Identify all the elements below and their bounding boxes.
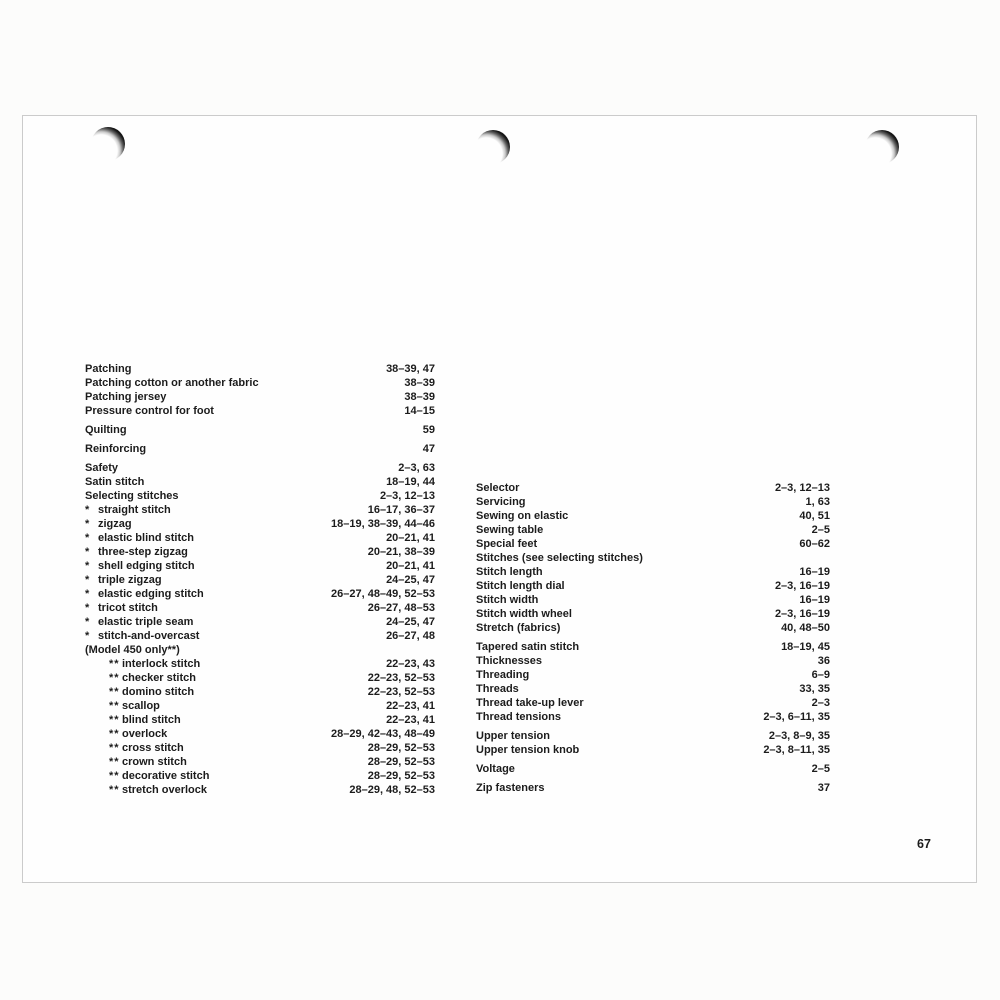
index-entry	[85, 629, 435, 643]
index-entry	[476, 579, 830, 593]
entry-pages: 2–3, 63	[398, 462, 435, 474]
index-entry	[85, 741, 435, 755]
index-entry	[85, 783, 435, 797]
index-entry	[85, 727, 435, 741]
index-entry	[85, 545, 435, 559]
entry-pages: 20–21, 41	[386, 560, 435, 572]
bullet-asterisk: **	[109, 728, 120, 740]
entry-label: Voltage	[476, 763, 515, 775]
index-entry	[85, 587, 435, 601]
bullet-asterisk: **	[109, 658, 120, 670]
entry-label: Upper tension knob	[476, 744, 580, 756]
bullet-asterisk: **	[109, 700, 120, 712]
bullet-asterisk: **	[109, 714, 120, 726]
entry-pages: 26–27, 48–49, 52–53	[331, 588, 435, 600]
entry-label: Thread take-up lever	[476, 697, 584, 709]
entry-pages: 40, 51	[799, 510, 830, 522]
entry-label: decorative stitch	[122, 770, 210, 782]
entry-pages: 26–27, 48–53	[367, 602, 435, 614]
index-entry	[85, 769, 435, 783]
index-entry	[476, 621, 830, 635]
index-entry	[476, 682, 830, 696]
index-entry	[85, 423, 435, 437]
entry-pages: 59	[422, 424, 435, 436]
index-entry	[476, 523, 830, 537]
entry-pages: 26–27, 48	[386, 630, 435, 642]
entry-pages: 2–5	[811, 524, 830, 536]
entry-label: Zip fasteners	[476, 782, 545, 794]
entry-label: Sewing on elastic	[476, 510, 569, 522]
entry-label: overlock	[122, 728, 168, 740]
binder-hole-shadow-icon	[91, 127, 125, 161]
entry-pages: 40, 48–50	[781, 622, 830, 634]
bullet-asterisk: **	[109, 770, 120, 782]
entry-label: Safety	[85, 462, 119, 474]
entry-pages: 14–15	[404, 405, 435, 417]
index-entry	[476, 668, 830, 682]
index-entry	[476, 495, 830, 509]
entry-label: zigzag	[98, 518, 132, 530]
entry-pages: 36	[817, 655, 830, 667]
entry-label: elastic blind stitch	[98, 532, 194, 544]
index-entry	[85, 699, 435, 713]
bullet-asterisk: *	[85, 602, 90, 614]
index-entry	[85, 404, 435, 418]
bullet-asterisk: *	[85, 560, 90, 572]
entry-label: Stitch width wheel	[476, 608, 572, 620]
entry-label: Thread tensions	[476, 711, 561, 723]
entry-pages: 22–23, 41	[386, 714, 435, 726]
entry-pages: 33, 35	[799, 683, 830, 695]
index-column-left	[85, 362, 435, 797]
entry-label: three-step zigzag	[98, 546, 188, 558]
bullet-asterisk: *	[85, 504, 90, 516]
entry-label: checker stitch	[122, 672, 196, 684]
bullet-asterisk: **	[109, 784, 120, 796]
entry-pages: 16–19	[799, 594, 830, 606]
entry-pages: 2–3, 16–19	[774, 580, 830, 592]
entry-pages: 2–3	[811, 697, 830, 709]
entry-pages: 37	[817, 782, 830, 794]
index-entry	[85, 376, 435, 390]
index-entry	[476, 593, 830, 607]
entry-label: Upper tension	[476, 730, 550, 742]
entry-label: interlock stitch	[122, 658, 201, 670]
index-entry	[85, 755, 435, 769]
index-entry	[476, 696, 830, 710]
index-entry	[476, 743, 830, 757]
entry-pages: 20–21, 41	[386, 532, 435, 544]
entry-label: Quilting	[85, 424, 127, 436]
entry-label: Selector	[476, 482, 520, 494]
entry-pages: 2–3, 12–13	[379, 490, 435, 502]
entry-pages: 38–39	[404, 377, 435, 389]
bullet-asterisk: *	[85, 616, 90, 628]
index-entry	[476, 551, 830, 565]
bullet-asterisk: **	[109, 686, 120, 698]
entry-label: cross stitch	[122, 742, 184, 754]
index-entry	[476, 537, 830, 551]
entry-label: (Model 450 only**)	[85, 644, 180, 656]
entry-pages: 16–19	[799, 566, 830, 578]
entry-label: tricot stitch	[98, 602, 158, 614]
index-entry	[85, 442, 435, 456]
entry-label: blind stitch	[122, 714, 181, 726]
entry-label: Stitches (see selecting stitches)	[476, 552, 643, 564]
entry-label: domino stitch	[122, 686, 195, 698]
entry-pages: 18–19, 45	[781, 641, 830, 653]
index-entry	[476, 710, 830, 724]
index-entry	[476, 654, 830, 668]
entry-pages: 24–25, 47	[386, 616, 435, 628]
entry-label: Stitch width	[476, 594, 539, 606]
binder-hole-shadow-icon	[865, 130, 899, 164]
entry-pages: 24–25, 47	[386, 574, 435, 586]
entry-pages: 2–5	[811, 763, 830, 775]
entry-label: triple zigzag	[98, 574, 162, 586]
entry-label: Special feet	[476, 538, 538, 550]
entry-pages: 28–29, 48, 52–53	[349, 784, 435, 796]
index-entry	[85, 517, 435, 531]
entry-pages: 2–3, 16–19	[774, 608, 830, 620]
index-entry	[476, 762, 830, 776]
index-entry	[85, 573, 435, 587]
manual-index-page	[22, 115, 977, 883]
entry-pages: 2–3, 12–13	[774, 482, 830, 494]
entry-label: Patching	[85, 363, 132, 375]
entry-label: Patching jersey	[85, 391, 167, 403]
page-number: 67	[917, 837, 931, 851]
entry-label: Pressure control for foot	[85, 405, 214, 417]
index-entry	[476, 640, 830, 654]
entry-label: Stretch (fabrics)	[476, 622, 561, 634]
entry-pages: 22–23, 52–53	[367, 672, 435, 684]
bullet-asterisk: *	[85, 574, 90, 586]
entry-pages: 38–39, 47	[386, 363, 435, 375]
index-entry	[85, 489, 435, 503]
index-entry	[476, 481, 830, 495]
entry-label: elastic edging stitch	[98, 588, 204, 600]
entry-pages: 2–3, 8–11, 35	[763, 744, 830, 756]
index-entry	[85, 531, 435, 545]
entry-pages: 47	[422, 443, 435, 455]
entry-pages: 2–3, 6–11, 35	[763, 711, 830, 723]
bullet-asterisk: **	[109, 756, 120, 768]
entry-pages: 28–29, 42–43, 48–49	[331, 728, 435, 740]
entry-pages: 28–29, 52–53	[367, 756, 435, 768]
entry-pages: 16–17, 36–37	[367, 504, 435, 516]
entry-label: stitch-and-overcast	[98, 630, 200, 642]
binder-hole-shadow-icon	[476, 130, 510, 164]
entry-label: Stitch length dial	[476, 580, 565, 592]
entry-pages: 22–23, 41	[386, 700, 435, 712]
index-entry	[85, 615, 435, 629]
entry-label: Threads	[476, 683, 519, 695]
index-entry	[85, 461, 435, 475]
entry-label: Thicknesses	[476, 655, 543, 667]
entry-pages: 2–3, 8–9, 35	[768, 730, 830, 742]
entry-label: Selecting stitches	[85, 490, 179, 502]
index-entry	[85, 671, 435, 685]
entry-pages: 20–21, 38–39	[367, 546, 435, 558]
entry-label: Sewing table	[476, 524, 544, 536]
entry-label: Patching cotton or another fabric	[85, 377, 259, 389]
entry-pages: 22–23, 52–53	[367, 686, 435, 698]
bullet-asterisk: *	[85, 532, 90, 544]
entry-pages: 22–23, 43	[386, 658, 435, 670]
entry-pages: 18–19, 44	[386, 476, 435, 488]
index-entry	[476, 565, 830, 579]
entry-label: scallop	[122, 700, 160, 712]
index-column-right	[476, 481, 830, 795]
entry-label: crown stitch	[122, 756, 187, 768]
index-entry	[85, 390, 435, 404]
bullet-asterisk: *	[85, 518, 90, 530]
entry-label: Servicing	[476, 496, 526, 508]
index-entry	[85, 503, 435, 517]
index-entry	[85, 643, 435, 657]
entry-label: Tapered satin stitch	[476, 641, 580, 653]
entry-pages: 28–29, 52–53	[367, 770, 435, 782]
index-entry	[476, 607, 830, 621]
index-entry	[476, 781, 830, 795]
entry-label: shell edging stitch	[98, 560, 195, 572]
index-entry	[476, 729, 830, 743]
bullet-asterisk: **	[109, 672, 120, 684]
index-entry	[85, 601, 435, 615]
entry-pages: 18–19, 38–39, 44–46	[331, 518, 435, 530]
entry-label: Threading	[476, 669, 530, 681]
bullet-asterisk: **	[109, 742, 120, 754]
index-entry	[85, 685, 435, 699]
entry-label: Satin stitch	[85, 476, 145, 488]
index-entry	[85, 657, 435, 671]
bullet-asterisk: *	[85, 588, 90, 600]
entry-pages: 28–29, 52–53	[367, 742, 435, 754]
entry-label: elastic triple seam	[98, 616, 194, 628]
index-entry	[85, 475, 435, 489]
entry-pages: 1, 63	[805, 496, 830, 508]
index-entry	[85, 713, 435, 727]
entry-label: straight stitch	[98, 504, 171, 516]
bullet-asterisk: *	[85, 546, 90, 558]
index-entry	[85, 362, 435, 376]
entry-label: stretch overlock	[122, 784, 207, 796]
entry-label: Reinforcing	[85, 443, 147, 455]
entry-pages: 6–9	[811, 669, 830, 681]
entry-label: Stitch length	[476, 566, 543, 578]
index-entry	[476, 509, 830, 523]
bullet-asterisk: *	[85, 630, 90, 642]
entry-pages: 38–39	[404, 391, 435, 403]
index-entry	[85, 559, 435, 573]
entry-pages: 60–62	[799, 538, 830, 550]
